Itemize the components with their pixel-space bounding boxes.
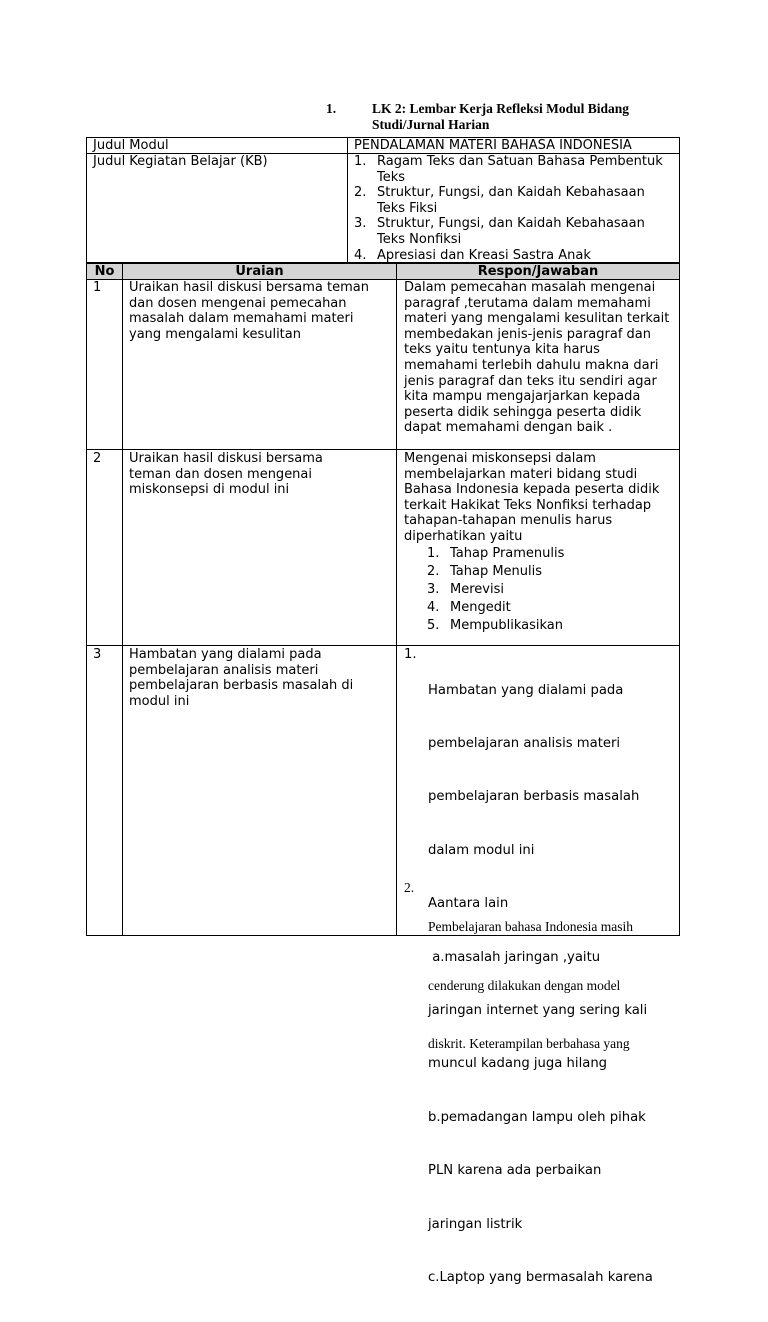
kb-list xyxy=(354,154,673,263)
text-line: cenderung dilakukan dengan model xyxy=(428,977,621,993)
text-line: Aantara lain xyxy=(428,896,509,912)
kb-item-number: 4. xyxy=(354,247,367,263)
list-item xyxy=(427,599,674,617)
list-item-number: 3. xyxy=(427,581,440,597)
column-header-respon: Respon/Jawaban xyxy=(477,264,599,279)
title-number: 1. xyxy=(326,101,337,116)
row-2-no: 2 xyxy=(93,451,102,466)
row-1-uraian: Uraikan hasil diskusi bersama teman dan dosen mengenai pemecahan masalah dalam memahami materi yang mengalami kesulitan xyxy=(129,280,369,342)
row-2-respon-intro: Mengenai miskonsepsi dalam membelajarkan materi bidang studi Bahasa Indonesia kepada peserta didik terkait Hakikat Teks Nonfiksi terhadap tahapan-tahapan menulis harus diperhatikan yaitu xyxy=(404,451,660,544)
text-line: Hambatan yang dialami pada xyxy=(428,682,624,698)
list-item-text: Mengedit xyxy=(450,599,511,615)
list-item xyxy=(427,617,674,635)
column-header-uraian: Uraian xyxy=(235,264,284,279)
judul-modul-value: PENDALAMAN MATERI BAHASA INDONESIA xyxy=(354,138,632,153)
title-text: LK 2: Lembar Kerja Refleksi Modul Bidang Studi/Jurnal Harian xyxy=(372,101,630,132)
table-divider xyxy=(122,264,123,935)
column-header-no: No xyxy=(94,264,115,279)
row-3-item-2-number: 2. xyxy=(404,880,415,895)
kb-item-text: Ragam Teks dan Satuan Bahasa Pembentuk Teks xyxy=(377,154,663,185)
kb-item-number: 2. xyxy=(354,185,367,201)
row-3-uraian: Hambatan yang dialami pada pembelajaran analisis materi pembelajaran berbasis masalah di modul ini xyxy=(129,647,354,709)
kb-item xyxy=(354,248,673,264)
list-item-text: Tahap Menulis xyxy=(450,563,543,579)
list-item-number: 2. xyxy=(427,563,440,579)
text-line: pembelajaran berbasis masalah xyxy=(428,789,640,805)
text-line: muncul kadang juga hilang xyxy=(428,1056,608,1072)
row-2-respon xyxy=(404,451,674,635)
text-line: dalam modul ini xyxy=(428,842,535,858)
text-line: PLN karena ada perbaikan xyxy=(428,1163,602,1179)
row-3-item-1-number: 1. xyxy=(404,647,417,662)
kb-item-text: Apresiasi dan Kreasi Sastra Anak xyxy=(377,247,591,263)
kb-item xyxy=(354,185,673,216)
list-item-number: 4. xyxy=(427,599,440,615)
text-line: a.masalah jaringan ,yaitu xyxy=(428,949,601,965)
writing-stages-list xyxy=(427,545,674,635)
text-line: c.Laptop yang bermasalah karena xyxy=(428,1269,653,1285)
row-3-respon-item-2 xyxy=(404,878,676,1093)
text-line: jaringan internet yang sering kali xyxy=(428,1002,648,1018)
kb-item-number: 3. xyxy=(354,216,367,232)
row-divider xyxy=(87,449,679,450)
text-line: b.pemadangan lampu oleh pihak xyxy=(428,1109,646,1125)
row-3-item-2-text xyxy=(428,878,676,1093)
table-divider xyxy=(396,264,397,935)
list-item xyxy=(427,563,674,581)
judul-modul-label: Judul Modul xyxy=(93,138,169,153)
table-divider xyxy=(347,138,348,262)
list-item-text: Merevisi xyxy=(450,581,504,597)
list-item-text: Tahap Pramenulis xyxy=(450,545,565,561)
list-item-number: 1. xyxy=(427,545,440,561)
reflection-table xyxy=(86,263,680,1285)
kb-label: Judul Kegiatan Belajar (KB) xyxy=(93,154,268,169)
row-1-respon: Dalam pemecahan masalah mengenai paragraf ,terutama dalam memahami materi yang mengalami kesulitan terkait membedakan jenis-jenis paragraf dan teks yaitu tentunya kita harus memahami terlebih dahulu makna dari jenis paragraf dan teks itu sendiri agar kita mampu mengajarjarkan kepada peserta didik sehingga peserta didik dapat memahami dengan baik . xyxy=(404,280,670,436)
list-item xyxy=(427,581,674,599)
kb-item-text: Struktur, Fungsi, dan Kaidah Kebahasaan Teks Nonfiksi xyxy=(377,216,645,247)
row-1-no: 1 xyxy=(93,280,102,295)
list-item-text: Mempublikasikan xyxy=(450,617,564,633)
text-line: Pembelajaran bahasa Indonesia masih xyxy=(428,919,634,934)
kb-item xyxy=(354,154,673,185)
text-line: pembelajaran analisis materi xyxy=(428,735,621,751)
row-3-no: 3 xyxy=(93,647,102,662)
kb-item xyxy=(354,216,673,247)
kb-item-number: 1. xyxy=(354,154,367,169)
list-item-number: 5. xyxy=(427,617,440,633)
text-line: jaringan listrik xyxy=(428,1216,523,1232)
text-line: diskrit. Keterampilan berbahasa yang xyxy=(428,1036,630,1051)
module-info-table xyxy=(86,137,680,263)
row-2-uraian: Uraikan hasil diskusi bersama teman dan dosen mengenai miskonsepsi di modul ini xyxy=(129,451,323,498)
list-item xyxy=(427,545,674,563)
kb-item-text: Struktur, Fungsi, dan Kaidah Kebahasaan Teks Fiksi xyxy=(377,185,645,216)
